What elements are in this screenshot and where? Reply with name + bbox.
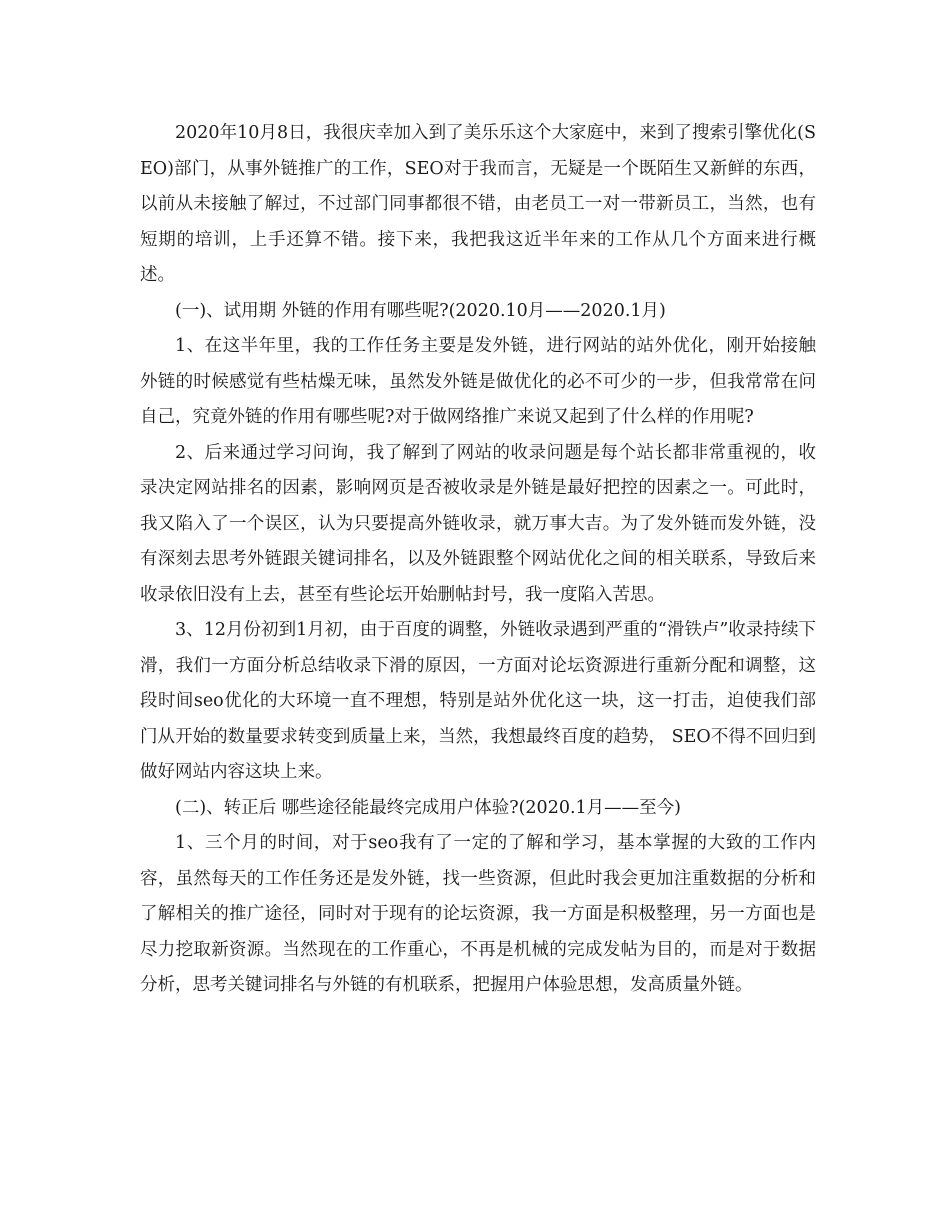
document-page: [140, 116, 816, 1004]
intro-paragraph: 2020年10月8日，我很庆幸加入到了美乐乐这个大家庭中，来到了搜索引擎优化(SEO)部门，从事外链推广的工作，SEO对于我而言，无疑是一个既陌生又新鲜的东西，以前从未接触了解过，不过部门同事都很不错，由老员工一对一带新员工，当然，也有短期的培训，上手还算不错。接下来，我把我这近半年来的工作从几个方面来进行概述。: [140, 123, 816, 285]
probation-item-2: 2、后来通过学习问询，我了解到了网站的收录问题是每个站长都非常重视的，收录决定网站排名的因素，影响网页是否被收录是外链是最好把控的因素之一。可此时，我又陷入了一个误区，认为只要提高外链收录，就万事大吉。为了发外链而发外链，没有深刻去思考外链跟关键词排名，以及外链跟整个网站优化之间的相关联系，导致后来收录依旧没有上去，甚至有些论坛开始删帖封号，我一度陷入苦思。: [140, 442, 816, 605]
section-heading-regular: (二)、转正后 哪些途径能最终完成用户体验?(2020.1月——至今): [175, 797, 681, 818]
probation-item-1: 1、在这半年里，我的工作任务主要是发外链，进行网站的站外优化，刚开始接触外链的时候感觉有些枯燥无味，虽然发外链是做优化的必不可少的一步，但我常常在问自己，究竟外链的作用有哪些呢?对于做网络推广来说又起到了什么样的作用呢?: [140, 336, 816, 427]
probation-item-3: 3、12月份初到1月初，由于百度的调整，外链收录遇到严重的“滑铁卢”收录持续下滑，我们一方面分析总结收录下滑的原因，一方面对论坛资源进行重新分配和调整，这段时间seo优化的大环境一直不理想，特别是站外优化这一块，这一打击，迫使我们部门从开始的数量要求转变到质量上来，当然，我想最终百度的趋势， SEO不得不回归到做好网站内容这块上来。: [140, 620, 816, 782]
regular-item-1: 1、三个月的时间，对于seo我有了一定的了解和学习，基本掌握的大致的工作内容，虽然每天的工作任务还是发外链，找一些资源，但此时我会更加注重数据的分析和了解相关的推广途径，同时对于现有的论坛资源，我一方面是积极整理，另一方面也是尽力挖取新资源。当然现在的工作重心，不再是机械的完成发帖为目的，而是对于数据分析，思考关键词排名与外链的有机联系，把握用户体验思想，发高质量外链。: [140, 833, 816, 995]
section-heading-probation: (一)、试用期 外链的作用有哪些呢?(2020.10月——2020.1月): [175, 300, 666, 321]
